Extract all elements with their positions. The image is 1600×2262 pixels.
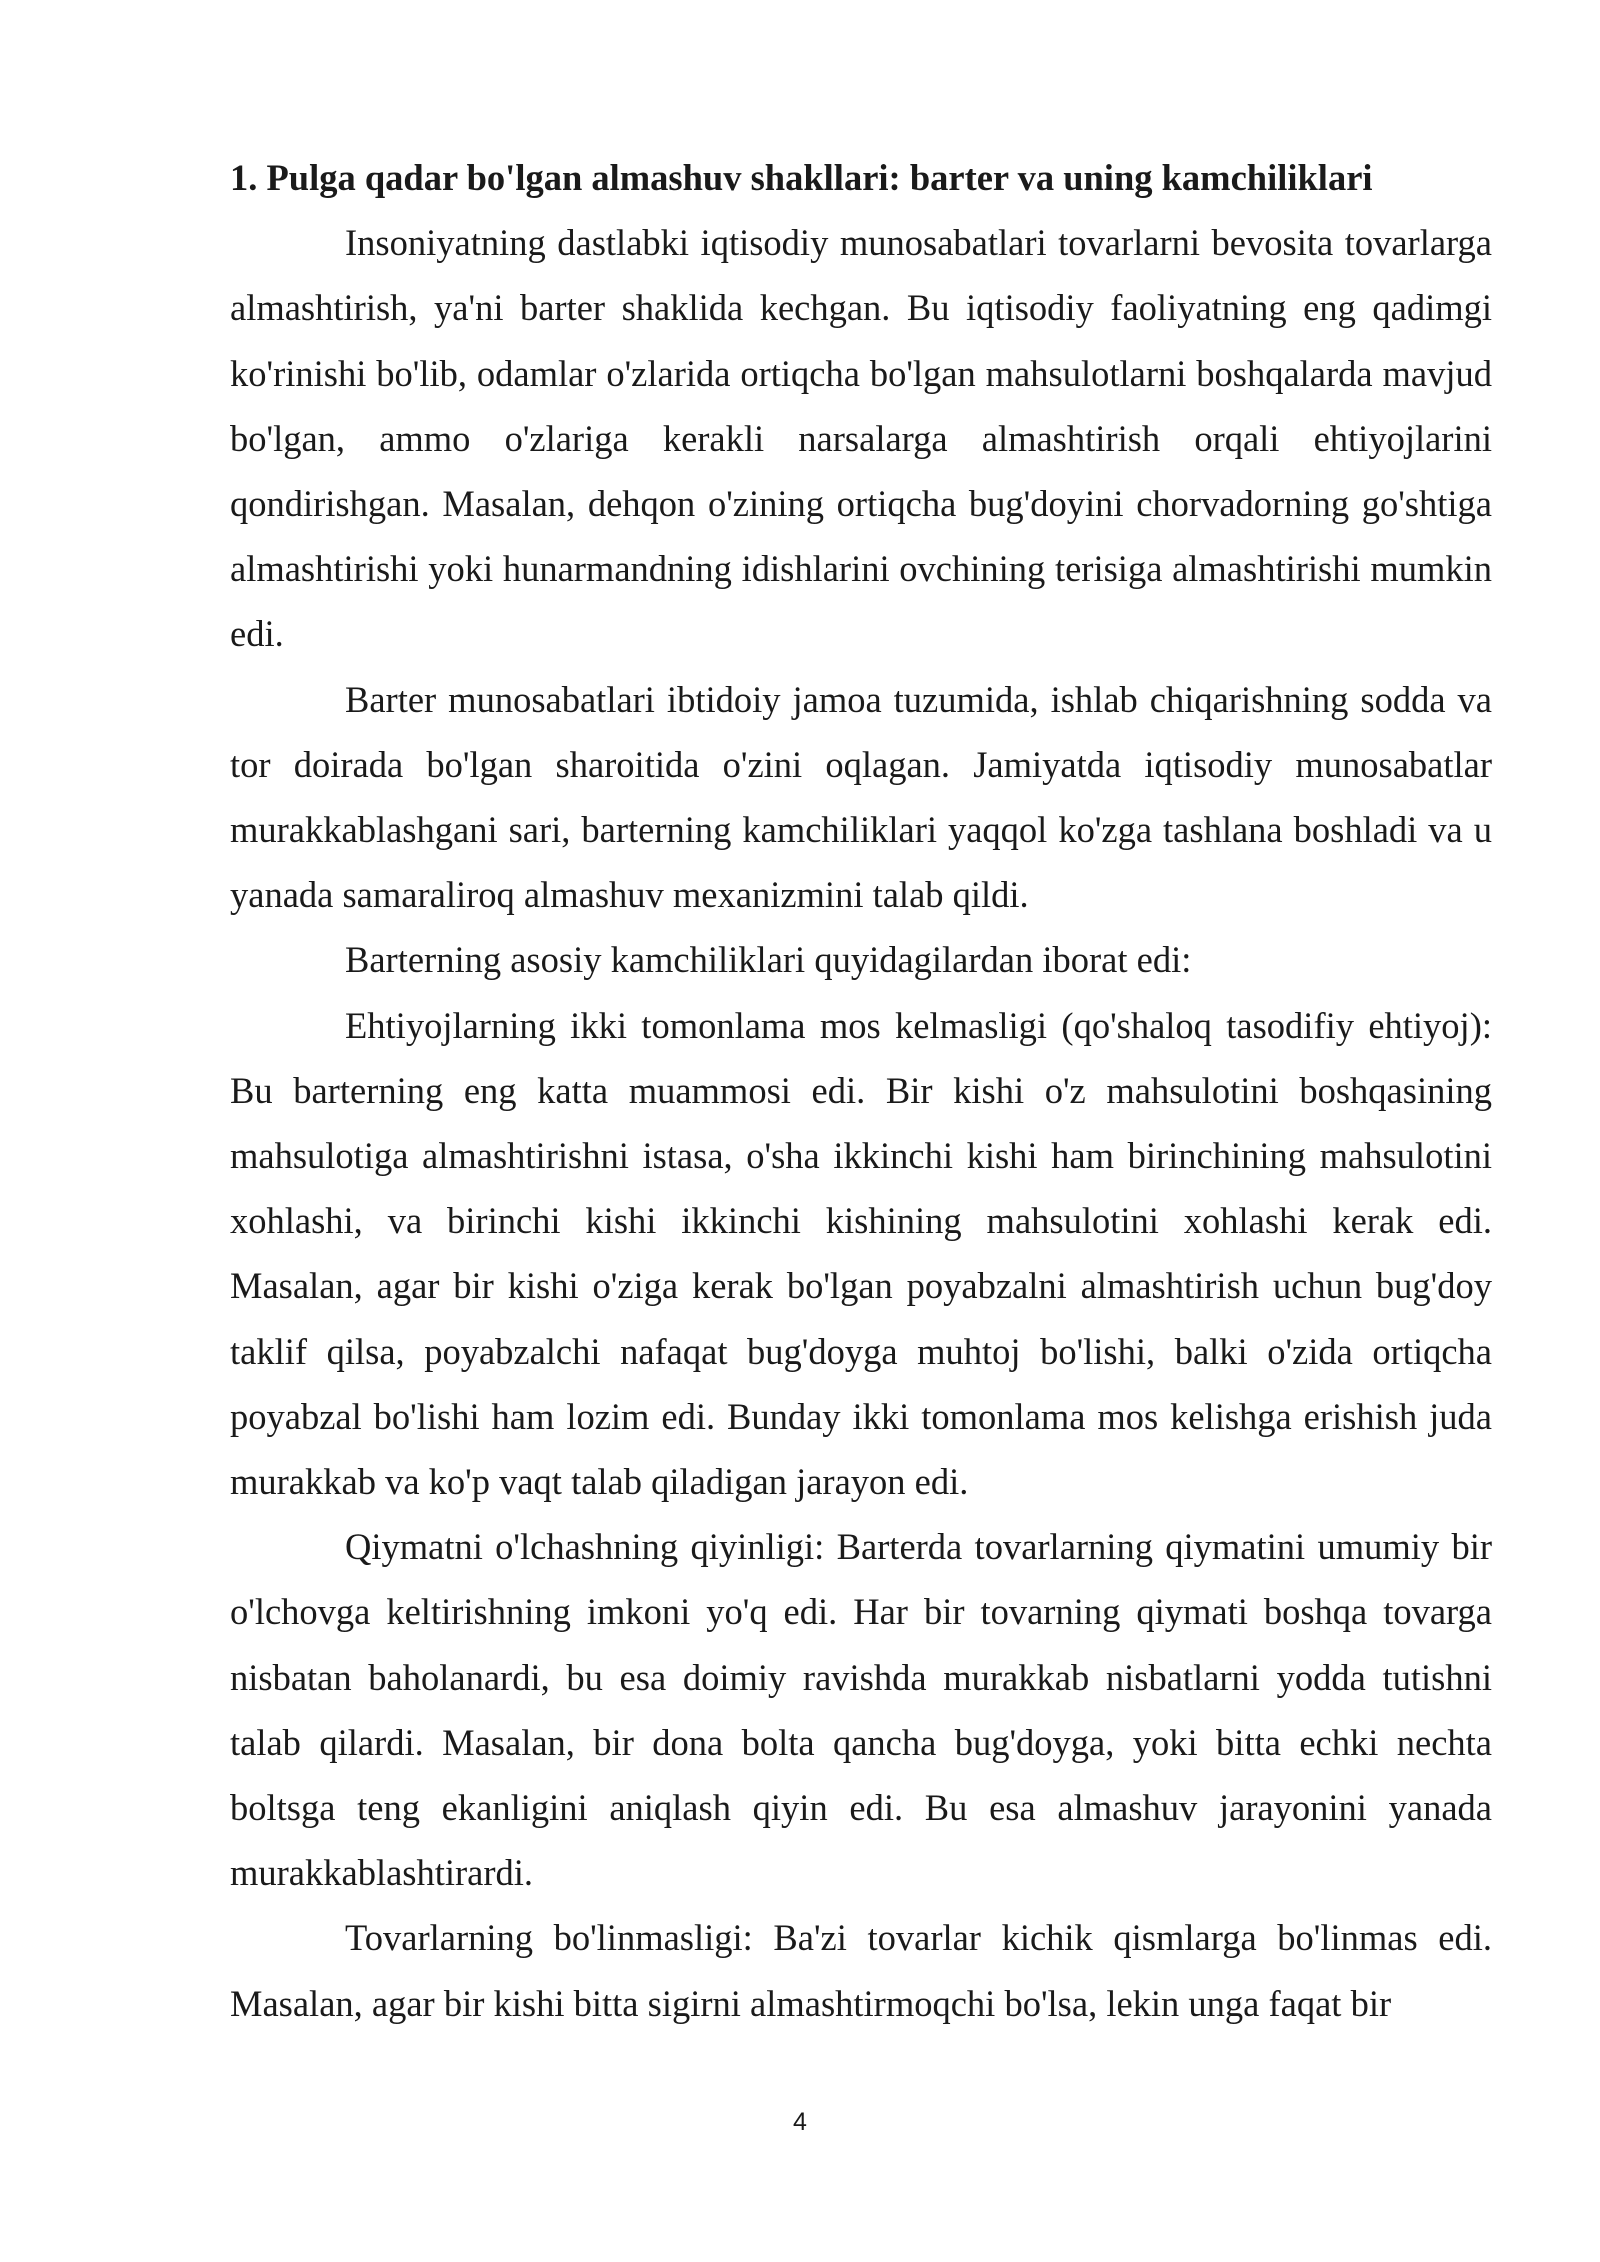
page-number: 4	[793, 2108, 807, 2136]
paragraph-shortcomings-intro: Barterning asosiy kamchiliklari quyidagilardan iborat edi:	[345, 939, 1192, 981]
section-heading: 1. Pulga qadar bo'lgan almashuv shakllari: barter va uning kamchiliklari	[230, 157, 1373, 198]
paragraph-value-measurement: Qiymatni o'lchashning qiyinligi: Barterda tovarlarning qiymatini umumiy bir o'lchovga keltirishning imkoni yo'q edi. Har bir tovarning qiymati boshqa tovarga nisbatan baholanardi, bu esa doimiy ravishda murakkab nisbatlarni yodda tutishni talab qilardi. Masalan, bir dona bolta qancha bug'doyga, yoki bitta echki nechta boltsga teng ekanligini aniqlash qiyin edi. Bu esa almashuv jarayonini yanada murakkablashtirardi.	[230, 1526, 1492, 1894]
paragraph-barter-intro: Insoniyatning dastlabki iqtisodiy munosabatlari tovarlarni bevosita tovarlarga almashtirish, ya'ni barter shaklida kechgan. Bu iqtisodiy faoliyatning eng qadimgi ko'rinishi bo'lib, odamlar o'zlarida ortiqcha bo'lgan mahsulotlarni boshqalarda mavjud bo'lgan, ammo o'zlariga kerakli narsalarga almashtirish orqali ehtiyojlarini qondirishgan. Masalan, dehqon o'zining ortiqcha bug'doyini chorvadorning go'shtiga almashtirishi yoki hunarmandning idishlarini ovchining terisiga almashtirishi mumkin edi.	[230, 222, 1492, 655]
paragraph-barter-relations: Barter munosabatlari ibtidoiy jamoa tuzumida, ishlab chiqarishning sodda va tor doirada bo'lgan sharoitida o'zini oqlagan. Jamiyatda iqtisodiy munosabatlar murakkablashgani sari, barterning kamchiliklari yaqqol ko'zga tashlana boshladi va u yanada samaraliroq almashuv mexanizmini talab qildi.	[230, 678, 1492, 916]
paragraph-double-coincidence: Ehtiyojlarning ikki tomonlama mos kelmasligi (qo'shaloq tasodifiy ehtiyoj): Bu barterning eng katta muammosi edi. Bir kishi o'z mahsulotini boshqasining mahsulotiga almashtirishni istasa, o'sha ikkinchi kishi ham birinchining mahsulotini xohlashi, va birinchi kishi ikkinchi kishining mahsulotini xohlashi kerak edi. Masalan, agar bir kishi o'ziga kerak bo'lgan poyabzalni almashtirish uchun bug'doy taklif qilsa, poyabzalchi nafaqat bug'doyga muhtoj bo'lishi, balki o'zida ortiqcha poyabzal bo'lishi ham lozim edi. Bunday ikki tomonlama mos kelishga erishish juda murakkab va ko'p vaqt talab qiladigan jarayon edi.	[230, 1004, 1492, 1503]
page-content	[230, 145, 1492, 2036]
paragraph-indivisibility: Tovarlarning bo'linmasligi: Ba'zi tovarlar kichik qismlarga bo'linmas edi. Masalan, agar bir kishi bitta sigirni almashtirmoqchi bo'lsa, lekin unga faqat bir	[230, 1917, 1492, 2024]
